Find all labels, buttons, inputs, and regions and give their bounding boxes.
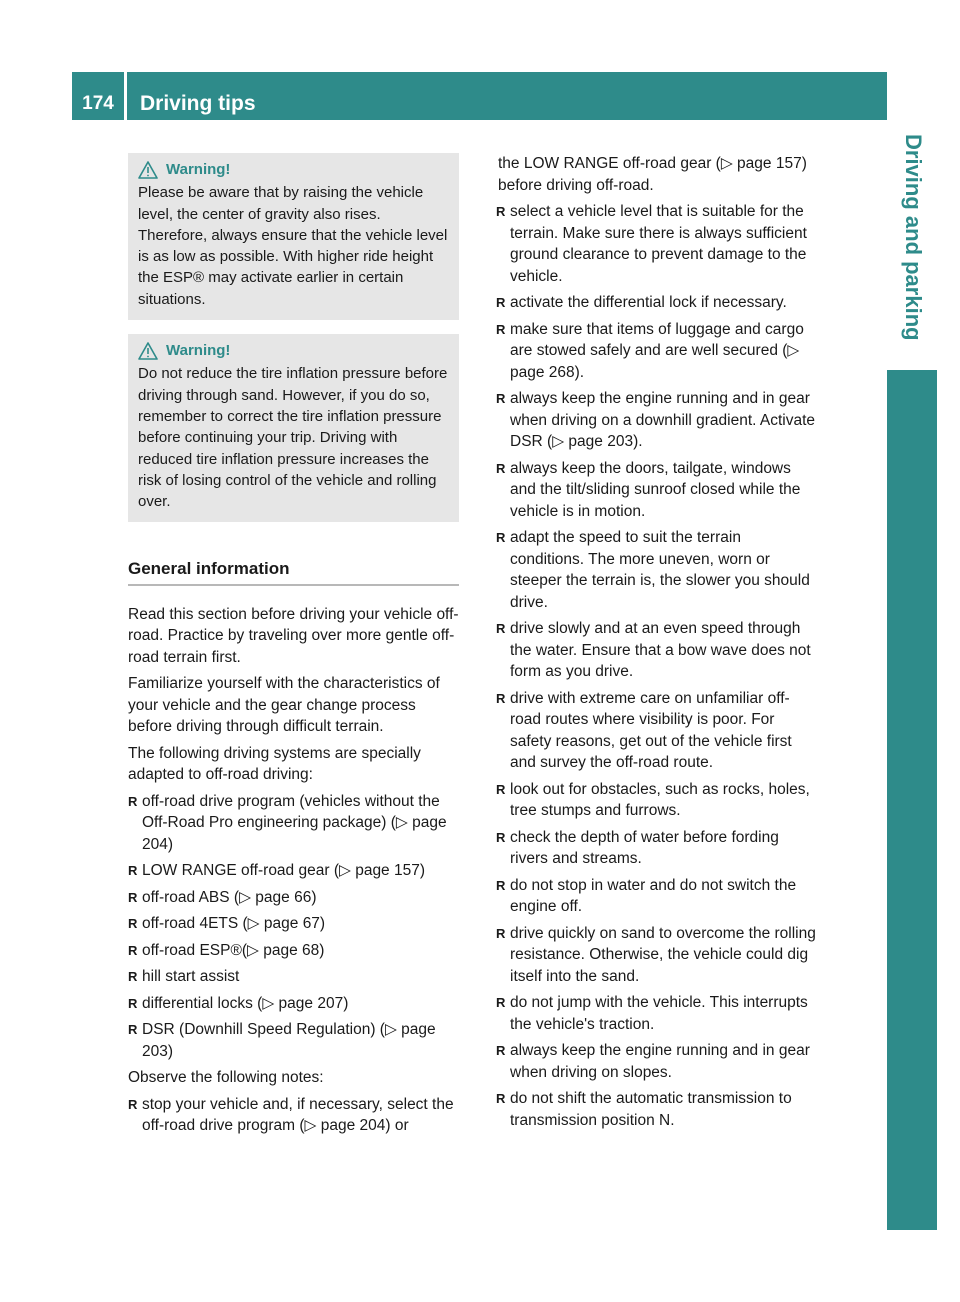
list-item: R do not shift the automatic transmission to transmission position N. <box>496 1088 816 1131</box>
warning-text: Do not reduce the tire inflation pressure before driving through sand. However, if you do so, remember to correct the tire inflation pressure before continuing your trip. Driving with reduced tire inflation pressure increases the risk of losing control of the vehicle and rolling over. <box>138 365 448 511</box>
notes-list <box>128 1094 459 1137</box>
list-item: R do not jump with the vehicle. This interrupts the vehicle's traction. <box>496 992 816 1035</box>
warning-title: Warning! <box>166 342 231 360</box>
list-item: R off-road ABS (▷ page 66) <box>128 887 459 909</box>
list-item: R off-road 4ETS (▷ page 67) <box>128 913 459 935</box>
paragraph: Observe the following notes: <box>128 1069 324 1087</box>
list-item: R make sure that items of luggage and cargo are stowed safely and are well secured (▷ page 268). <box>496 319 816 384</box>
warning-triangle-icon <box>138 342 158 360</box>
list-item: R stop your vehicle and, if necessary, select the off-road drive program (▷ page 204) or <box>128 1094 459 1137</box>
list-item: R always keep the engine running and in gear when driving on slopes. <box>496 1040 816 1083</box>
side-tab-label-wrapper <box>887 120 937 370</box>
paragraph: The following driving systems are specially adapted to off-road driving: <box>128 744 421 784</box>
notes-list <box>496 201 816 1131</box>
warning-box <box>128 153 459 320</box>
list-item: R do not stop in water and do not switch the engine off. <box>496 875 816 918</box>
list-item: R DSR (Downhill Speed Regulation) (▷ page 203) <box>128 1019 459 1062</box>
section-heading: General information <box>128 536 459 586</box>
list-item: R hill start assist <box>128 966 459 988</box>
paragraph: Read this section before driving your vehicle off-road. Practice by traveling over more gentle off-road terrain first. <box>128 605 459 666</box>
header-divider <box>124 72 127 120</box>
list-item: R drive slowly and at an even speed through the water. Ensure that a bow wave does not form as you drive. <box>496 618 816 683</box>
list-item: R differential locks (▷ page 207) <box>128 993 459 1015</box>
list-item: R activate the differential lock if necessary. <box>496 292 816 314</box>
list-item: R select a vehicle level that is suitable for the terrain. Make sure there is always sufficient ground clearance to prevent damage to the vehicle. <box>496 201 816 287</box>
warning-box <box>128 334 459 522</box>
list-item: R adapt the speed to suit the terrain conditions. The more uneven, worn or steeper the terrain is, the slower you should drive. <box>496 527 816 613</box>
warning-text: Please be aware that by raising the vehicle level, the center of gravity also rises. Therefore, always ensure that the vehicle level is as low as possible. With higher ride height the ESP® may activate earlier in certain situations. <box>138 184 448 308</box>
side-tab-label: Driving and parking <box>901 134 926 341</box>
list-item: R off-road ESP®(▷ page 68) <box>128 940 459 962</box>
list-item: R drive quickly on sand to overcome the rolling resistance. Otherwise, the vehicle could dig itself into the sand. <box>496 923 816 988</box>
list-item: R always keep the doors, tailgate, windows and the tilt/sliding sunroof closed while the vehicle is in motion. <box>496 458 816 523</box>
right-column <box>496 153 816 1136</box>
paragraph: Familiarize yourself with the characteristics of your vehicle and the gear change process before driving through difficult terrain. <box>128 675 440 736</box>
list-item: R check the depth of water before fording rivers and streams. <box>496 827 816 870</box>
systems-list <box>128 791 459 1063</box>
page-number: 174 <box>82 93 114 114</box>
warning-title: Warning! <box>166 161 231 178</box>
list-item-continuation: the LOW RANGE off-road gear (▷ page 157) before driving off-road. <box>498 155 807 194</box>
list-item: R off-road drive program (vehicles without the Off-Road Pro engineering package) (▷ page 204) <box>128 791 459 856</box>
list-item: R always keep the engine running and in gear when driving on a downhill gradient. Activate DSR (▷ page 203). <box>496 388 816 453</box>
list-item: R LOW RANGE off-road gear (▷ page 157) <box>128 860 459 882</box>
list-item: R look out for obstacles, such as rocks, holes, tree stumps and furrows. <box>496 779 816 822</box>
left-column <box>128 153 459 1142</box>
list-item: R drive with extreme care on unfamiliar off-road routes where visibility is poor. For safety reasons, get out of the vehicle first and survey the off-road route. <box>496 688 816 774</box>
warning-triangle-icon <box>138 161 158 179</box>
page-title: Driving tips <box>140 92 256 115</box>
